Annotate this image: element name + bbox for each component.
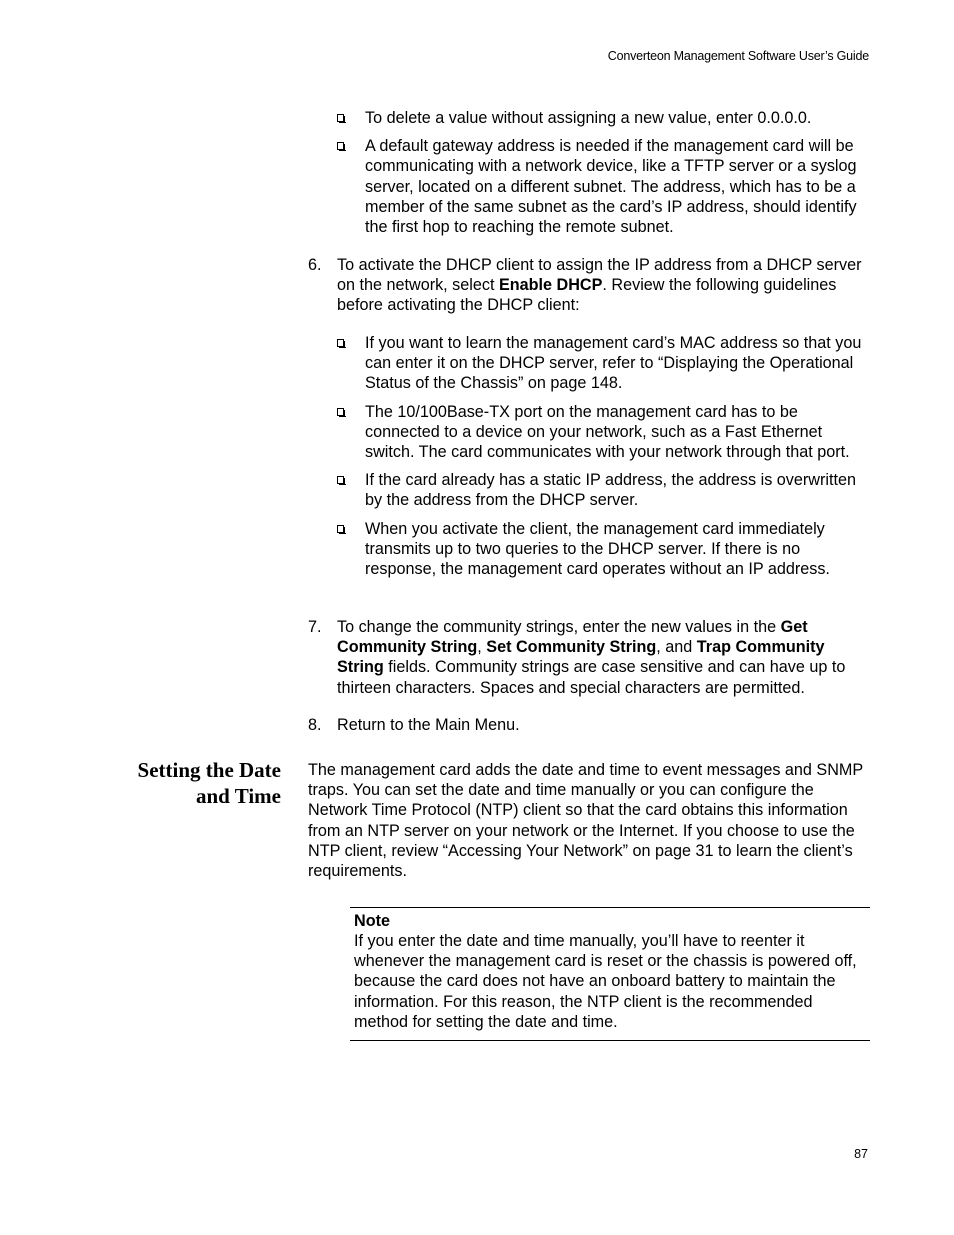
checkbox-bullet-icon (337, 339, 344, 347)
step-number: 7. (308, 618, 322, 636)
note-box (350, 907, 870, 1041)
list-item: To delete a value without assigning a new value, enter 0.0.0.0. (337, 108, 872, 128)
list-item: The 10/100Base-TX port on the management card has to be connected to a device on your network, such as a Fast Ethernet switch. The card communicates with your network through that port. (337, 402, 872, 463)
step-number: 6. (308, 256, 322, 274)
checkbox-bullet-icon (337, 142, 344, 150)
checkbox-bullet-icon (337, 476, 344, 484)
bullet-list-gateway (337, 108, 872, 245)
section-heading: Setting the Date and Time (137, 758, 281, 808)
page-number: 87 (854, 1147, 868, 1161)
running-header: Converteon Management Software User’s Guide (607, 49, 869, 63)
note-title: Note (354, 912, 390, 930)
list-item: When you activate the client, the management card immediately transmits up to two queries to the DHCP server. If there is no response, the management card operates without an IP address. (337, 519, 872, 580)
checkbox-bullet-icon (337, 408, 344, 416)
section-paragraph: The management card adds the date and time to event messages and SNMP traps. You can set the date and time manually or you can configure the Network Time Protocol (NTP) client so that the card obtains this information from an NTP server on your network or the Internet. If you choose to use the NTP client, review “Accessing Your Network” on page 31 to learn the client’s requirements. (308, 761, 863, 881)
list-item: A default gateway address is needed if the management card will be communicating with a network device, like a TFTP server or a syslog server, located on a different subnet. The address, which has to be a member of the same subnet as the card’s IP address, should identify the first hop to reaching the remote subnet. (337, 136, 872, 237)
list-item: If the card already has a static IP address, the address is overwritten by the address from the DHCP server. (337, 470, 872, 510)
step-text: To activate the DHCP client to assign the IP address from a DHCP server on the network, select Enable DHCP. Review the following guidelines before activating the DHCP client: (337, 256, 862, 315)
step-6 (308, 255, 868, 316)
step-8 (308, 715, 868, 735)
step-text: Return to the Main Menu. (337, 716, 520, 734)
checkbox-bullet-icon (337, 114, 344, 122)
step-number: 8. (308, 716, 322, 734)
note-text: If you enter the date and time manually, you’ll have to reenter it whenever the management card is reset or the chassis is powered off, because the card does not have an onboard battery to maintain the information. For this reason, the NTP client is the recommended method for setting the date and time. (354, 932, 857, 1031)
checkbox-bullet-icon (337, 525, 344, 533)
bullet-list-dhcp (337, 333, 872, 587)
step-text: To change the community strings, enter the new values in the Get Community String, Set Community String, and Trap Community String fields. Community strings are case sensitive and can have up to thirteen characters. Spaces and special characters are permitted. (337, 618, 846, 697)
step-7 (308, 617, 868, 698)
list-item: If you want to learn the management card’s MAC address so that you can enter it on the DHCP server, refer to “Displaying the Operational Status of the Chassis” on page 148. (337, 333, 872, 394)
